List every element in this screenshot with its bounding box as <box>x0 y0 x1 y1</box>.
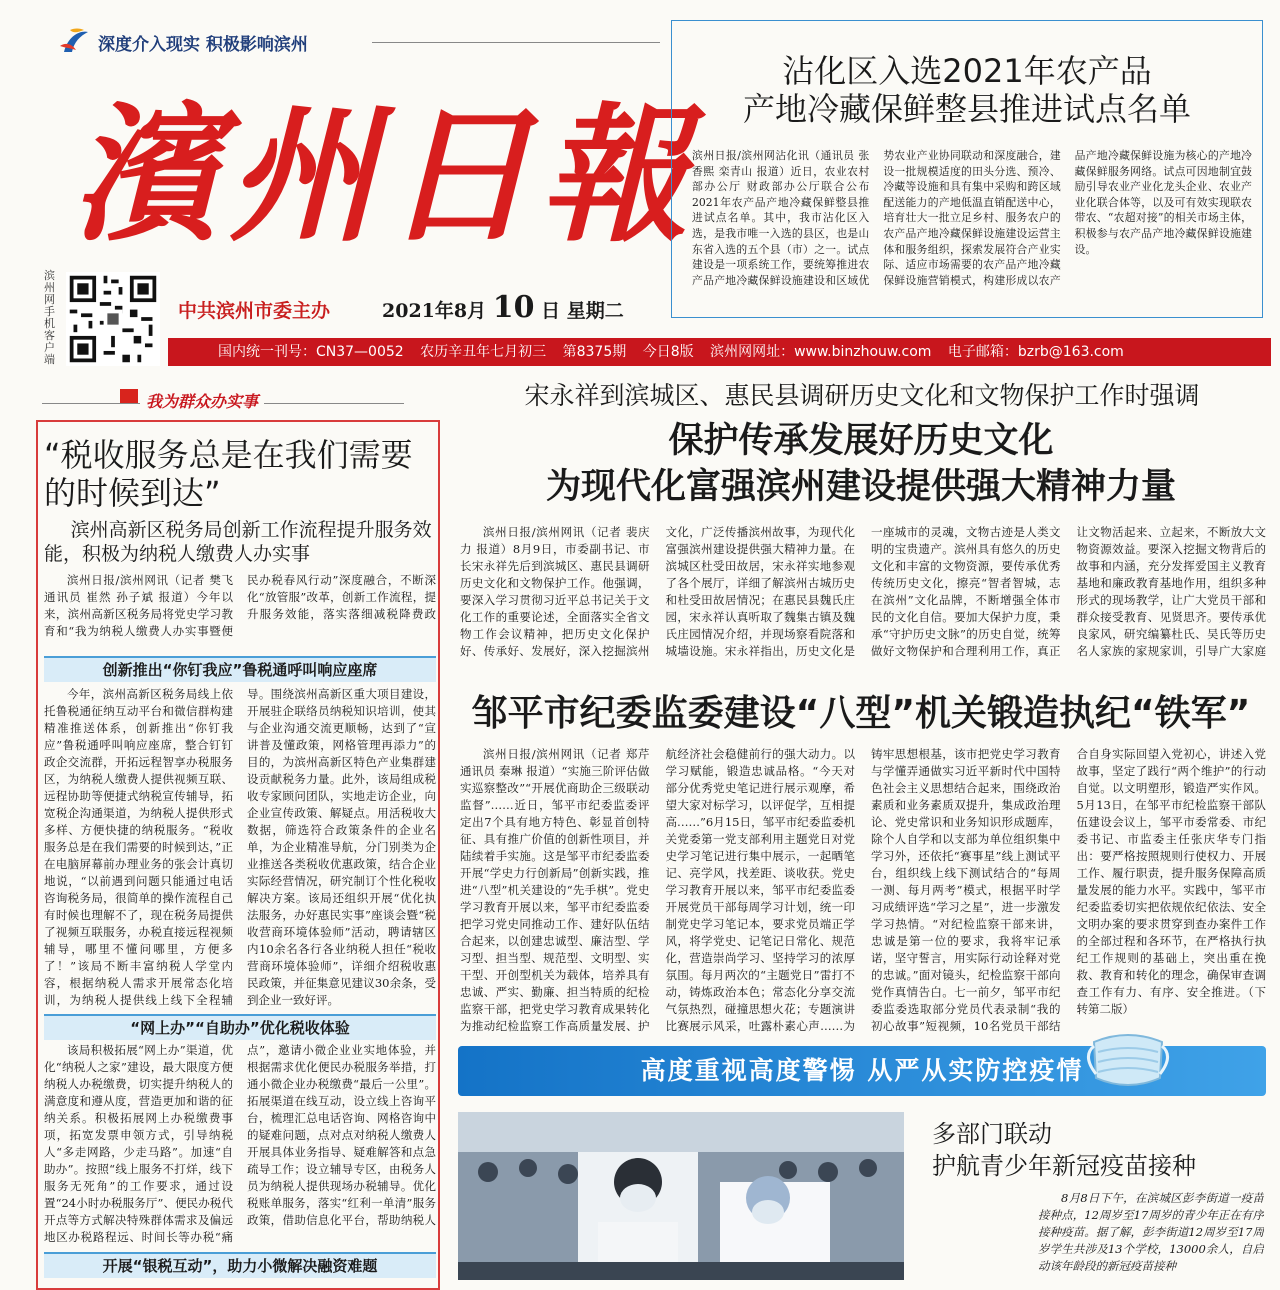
left-body-2-paragraph: 该局积极拓展“网上办”渠道，优化“纳税人之家”建设，最大限度方便纳税人办税缴费，切实提升纳税人的满意度和遵从度，营造更加和谐的征纳关系。积极拓展网上办税缴费事项，拓宽发票申领方式，引导纳税人“多走网路，少走马路”。加速“自助办”。按照“线上服务不打烊，线下服务无死角”的工作要求，通过设置“24小时办税服务厅”、便民办税代开点等方式解决特殊群体需求及偏远地区办税路程远、时间长等办税“痛点”，邀请小微企业业实地体验，并根据需求优化便民办税服务举措，打通小微企业办税缴费“最后一公里”。拓展渠道在线互动，设立线上咨询平台，梳理汇总电话咨询、网格咨询中的疑难问题，点对点对纳税人缴费人开展具体业务指导、疑难解答和点急疏导工作；设立辅导专区，由税务人员为纳税人提供现场办税辅导。优化税账单服务，落实“红利一单清”服务政策，借助信息化平台，帮助纳税人 <box>44 1043 436 1244</box>
left-section-body-1 <box>44 686 436 1010</box>
slogan: 深度介入现实 积极影响滨州 <box>98 35 308 55</box>
info-lunar-date: 农历辛丑年七月初三 <box>420 344 547 360</box>
main-story-kicker: 宋永祥到滨城区、惠民县调研历史文化和文物保护工作时强调 <box>524 381 1200 410</box>
info-cn-number: 国内统一刊号：CN37—0052 <box>218 344 404 360</box>
left-story-subheadline: 滨州高新区税务局创新工作流程提升服务效能，积极为纳税人缴费人办实事 <box>44 519 432 565</box>
left-story-intro <box>44 572 436 654</box>
info-website[interactable]: 滨州网网址：www.binzhouw.com <box>710 344 932 360</box>
qr-code-icon[interactable] <box>66 272 160 366</box>
epidemic-paragraph: 8月8日下午，在滨城区彭李街道一疫苗接种点，12周岁至17周岁的青少年正在有序接种疫苗。据了解，彭李街道12周岁至17周岁学生共涉及13个学校，13000余人，自启动该年龄段的新冠疫苗接种 <box>1038 1191 1264 1273</box>
main-headline-line2: 为现代化富强滨州建设提供强大精神力量 <box>545 467 1176 507</box>
newspaper-logo-icon <box>58 26 92 56</box>
main-story-headline[interactable] <box>456 418 1266 510</box>
masthead-title: 濱州日報 <box>72 88 696 262</box>
left-body-1-paragraph: 今年，滨州高新区税务局线上依托鲁税通征纳互动平台和微信群构建精准推送体系，创新推出“你钉我应”鲁税通呼叫响应座席，整合钉钉政企交流群，开拓远程智享办税服务区，为纳税人缴费人提供视频互联、远程协助等便捷式纳税宣传辅导，拓宽税企沟通渠道，为纳税人提供形式多样、方便快捷的纳税服务。“税收服务总是在我们需要的时候到达，”正在电脑屏幕前办理业务的张会计真切地说，“以前遇到问题只能通过电话咨询税务局，很简单的操作流程自己有时候也理解不了，现在税务局提供了视频互联服务，办税直接远程视频辅导，哪里不懂问哪里，方便多了！”该局不断丰富纳税人学堂内容，根据纳税人需求开展常态化培训，为纳税人提供线上线下全程辅导。围绕滨州高新区重大项目建设，开展驻企联络员纳税知识培训，使其与企业沟通交流更顺畅，达到了“宣讲普及懂政策，网格管理再添力”的目的，为滨州高新区特色产业集群建设贡献税务力量。此外，该局组成税收专家顾问团队，实地走访企业，向企业宣传政策、解疑点。用活税收大数据，筛选符合政策条件的企业名单，为企业精准导航，分门别类为企业推送各类税收优惠政策，结合企业实际经营情况，研究制订个性化税收解决方案。该局还组织开展“优化执法服务，办好惠民实事”座谈会暨“税收营商环境体验师”活动，聘请辖区内10余名各行各业纳税人担任“税收营商环境体验师”，详细介绍税收惠民政策，并征集意见建议30余条，受到企业一致好评。 <box>44 687 436 1007</box>
date-day: 10 <box>492 290 535 325</box>
info-page-count: 今日8版 <box>642 344 694 360</box>
info-bar <box>168 338 1271 366</box>
top-right-headline[interactable] <box>671 52 1263 128</box>
left-section-heading-2: “网上办”“自助办”优化税收体验 <box>44 1014 436 1040</box>
face-mask-icon <box>1080 1022 1176 1096</box>
epidemic-headline-line2: 护航青少年新冠疫苗接种 <box>932 1152 1196 1180</box>
epidemic-body <box>1038 1190 1264 1280</box>
publication-date <box>382 290 624 325</box>
left-story-headline[interactable]: “税收服务总是在我们需要的时候到达” <box>44 436 413 512</box>
second-story-body <box>460 746 1266 1036</box>
epidemic-headline[interactable] <box>932 1118 1262 1182</box>
organizer: 中共滨州市委主办 <box>178 300 331 322</box>
column-tag: 我为群众办实事 <box>140 389 264 412</box>
vaccination-photo <box>458 1112 904 1280</box>
info-issue-number: 第8375期 <box>562 344 627 360</box>
date-prefix: 2021年8月 <box>382 300 487 322</box>
top-right-story-body: 滨州日报/滨州网沾化讯（通讯员 张香熙 栾青山 报道）近日，农业农村部办公厅 财政部办公厅联合公布2021年农产品产地冷藏保鲜整县推进试点名单。其中，我市沾化区入选，是我市唯一入选的县区，也是山东省入选的五个县（市）之一。试点建设是一项系统工作，要统筹推进农产品产地冷藏保鲜设施建设和区域优势农业产业协同联动和深度融合，建设一批规模适度的田头分选、预冷、冷藏等设施和具有集中采购和跨区域配送能力的产地低温直销配送中心，培育壮大一批立足乡村、服务农户的农产品产地冷藏保鲜设施建设运营主体和服务组织，探索发展符合产业实际、适应市场需要的农产品产地冷藏保鲜设施营销模式，构建形成以农产品产地冷藏保鲜设施为核心的产地冷藏保鲜服务网络。试点可因地制宜鼓励引导农业产业化龙头企业、农业产业化联合体等，以及可有效实现联农带农、“农超对接”的相关市场主体，积极参与农产品产地冷藏保鲜设施建设。 <box>692 149 1252 287</box>
party-flag-icon <box>120 389 138 403</box>
second-story-headline[interactable]: 邹平市纪委监委建设“八型”机关锻造执纪“铁军” <box>471 693 1251 734</box>
left-intro-paragraph: 滨州日报/滨州网讯（记者 樊飞 通讯员 崔然 孙子斌 报道）今年以来，滨州高新区税务局将党史学习教育和“我为纳税人缴费人办实事暨便民办税春风行动”深度融合，不断深化“放管服”改革，创新工作流程，提升服务效能，落实落细减税降费政 <box>44 573 436 638</box>
left-section-heading-1: 创新推出“你钉我应”鲁税通呼叫响应座席 <box>44 656 436 682</box>
top-right-headline-line2: 产地冷藏保鲜整县推进试点名单 <box>742 90 1191 128</box>
left-section-heading-3: 开展“银税互动”，助力小微解决融资难题 <box>44 1252 436 1278</box>
main-story-body <box>460 524 1266 676</box>
left-section-body-2 <box>44 1042 436 1248</box>
date-suffix: 日 星期二 <box>541 300 624 322</box>
second-story-paragraph: 滨州日报/滨州网讯（记者 郑芹 通讯员 秦琳 报道）“实施三阶评估做实巡察整改”“开展优商助企三级联动监督”……近日，邹平市纪委监委评定出7个具有地方特色、彰显首创特征、具有推广价值的创新性项目，并陆续着手实施。这是邹平市纪委监委开展“学史力行创新局”创新实践，推进“八型”机关建设的“先手棋”。党史学习教育开展以来，邹平市纪委监委把学习党史同推动工作、建好队伍结合起来，以创建忠诚型、廉洁型、学习型、担当型、规范型、文明型、实干型、开创型机关为载体，培养具有忠诚、严实、勤廉、担当特质的纪检监察干部，把党史学习教育成果转化为推动纪检监察工作高质量发展、护航经济社会稳健前行的强大动力。以学习赋能，锻造忠诚品格。“今天对部分优秀党史笔记进行展示观摩，希望大家对标学习，以评促学，互相提高……”6月15日，邹平市纪委监委机关党委第一党支部利用主题党日对党史学习笔记进行集中展示，一起晒笔记、亮学风，找差距、谈收获。党史学习教育开展以来，邹平市纪委监委开展党员干部每周学习计划，统一印制党史学习笔记本，要求党员端正学风，将学党史、记笔记日常化、规范化，营造崇尚学习、坚持学习的浓厚氛围。每月两次的“主题党日”雷打不动，铸炼政治本色；常态化分享交流气氛热烈，碰撞思想火花；专题演讲比赛展示风采，吐露朴素心声……为铸牢思想根基，该市把党史学习教育与学懂弄通做实习近平新时代中国特色社会主义思想结合起来，围绕政治素质和业务素质双提升，集成政治理论、党史常识和业务知识形成题库，除个人自学和以支部为单位组织集中学习外，还依托“赛事星”线上测试平台，组织线上线下测试结合的“每周一测、每月两考”模式，根据平时学习成绩评选“学习之星”，进一步激发学习热情。“对纪检监察干部来讲，忠诚是第一位的要求，我将牢记承诺，坚守誓言，用实际行动诠释对党的忠诚。”面对镜头，纪检监察干部向党作真情告白。七一前夕，邹平市纪委监委选取部分党员代表录制“我的初心故事”短视频，10名党员干部结合自身实际回望入党初心，讲述入党故事，坚定了践行“两个维护”的行动自觉。以文明塑形，锻造严实作风。5月13日，在邹平市纪检监察干部队伍建设会议上，邹平市委常委、市纪委书记、市监委主任张庆华专门指出：要严格按照规则行使权力、开展工作、履行职责，提升服务保障高质量发展的能力水平。实践中，邹平市纪委监委切实把依规依纪依法、安全文明办案的要求贯穿到查办案件工作的全部过程和各环节，在严格执行执纪工作规则的基础上，突出重在挽救、教育和转化的理念，确保审查调查工作有力、有序、安全推进。（下转第二版） <box>460 747 1266 1033</box>
main-headline-line1: 保护传承发展好历史文化 <box>668 421 1054 461</box>
info-email[interactable]: 电子邮箱：bzrb@163.com <box>947 344 1124 360</box>
top-right-headline-line1: 沾化区入选2021年农产品 <box>782 52 1152 90</box>
main-story-paragraph: 滨州日报/滨州网讯（记者 裴庆力 报道）8月9日，市委副书记、市长宋永祥先后到滨城区、惠民县调研历史文化和文物保护工作。他强调，要深入学习贯彻习近平总书记关于文化工作的重要论述，全面落实全省文物工作会议精神，把历史文化保护好、传承好、发展好，深入挖掘滨州文化，广泛传播滨州故事，为现代化富强滨州建设提供强大精神力量。在滨城区杜受田故居，宋永祥实地参观了各个展厅，详细了解滨州古城历史和杜受田故居情况；在惠民县魏氏庄园，宋永祥认真听取了魏集古镇及魏氏庄园情况介绍，并现场察看院落和城墙设施。宋永祥指出，历史文化是一座城市的灵魂，文物古迹是人类文明的宝贵遗产。滨州具有悠久的历史文化和丰富的文物资源，要传承优秀传统历史文化，擦亮“智者智城，志在滨州”文化品牌，不断增强全体市民的文化自信。要加大保护力度，秉承“守护历史文脉”的历史自觉，统筹做好文物保护和合理利用工作，真正让文物活起来、立起来，不断放大文物资源效益。要深入挖掘文物背后的故事和内涵，充分发挥爱国主义教育基地和廉政教育基地作用，组织多种形式的现场教学，让广大党员干部和群众接受教育、见贤思齐。要传承优良家风，研究编纂杜氏、吴氏等历史名人家族的家规家训，引导广大家庭 <box>460 525 1266 658</box>
slogan-divider <box>372 42 660 43</box>
qr-label: 滨州网手机客户端 <box>44 269 55 366</box>
epidemic-banner: 高度重视高度警惕 从严从实防控疫情 <box>458 1046 1266 1096</box>
epidemic-headline-line1: 多部门联动 <box>932 1120 1052 1148</box>
